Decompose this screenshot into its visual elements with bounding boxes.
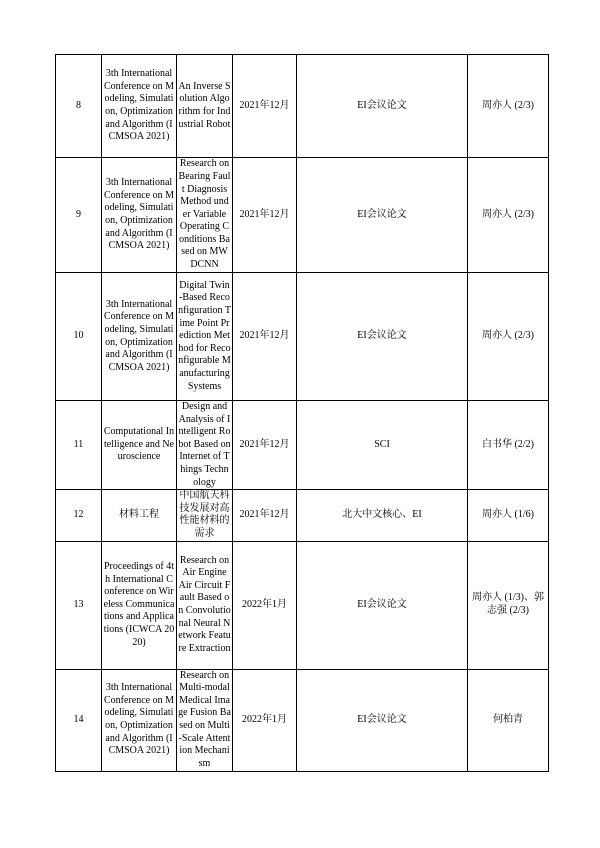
row-number: 10 <box>56 273 102 401</box>
index-type-cell: SCI <box>297 401 468 490</box>
author-cell: 周亦人 (1/3)、郭志强 (2/3) <box>468 541 549 669</box>
author-cell: 周亦人 (1/6) <box>468 490 549 541</box>
author-cell: 周亦人 (2/3) <box>468 273 549 401</box>
table-row <box>56 490 549 541</box>
paper-title-cell: Design and Analysis of Intelligent Robot Based on Internet of Things Technology <box>177 401 233 490</box>
paper-title-cell: Research on Air Engine Air Circuit Fault Based on Convolutional Neural Network Feature Extraction <box>177 541 233 669</box>
publication-table <box>55 54 549 772</box>
date-cell: 2021年12月 <box>233 401 297 490</box>
date-cell: 2021年12月 <box>233 273 297 401</box>
paper-title-cell: Digital Twin-Based Reconfiguration Time Point Prediction Method for Reconfigurable Manufacturing Systems <box>177 273 233 401</box>
venue-cell: 材料工程 <box>102 490 177 541</box>
date-cell: 2021年12月 <box>233 490 297 541</box>
venue-cell: Proceedings of 4th International Conference on Wireless Communications and Applications (ICWCA 2020) <box>102 541 177 669</box>
author-cell: 何柏青 <box>468 669 549 771</box>
venue-cell: 3th International Conference on Modeling, Simulation, Optimization and Algorithm (ICMSOA 2021) <box>102 55 177 158</box>
table-row <box>56 158 549 273</box>
table-row <box>56 541 549 669</box>
venue-cell: 3th International Conference on Modeling, Simulation, Optimization and Algorithm (ICMSOA 2021) <box>102 273 177 401</box>
paper-title-cell: Research on Multi-modal Medical Image Fusion Based on Multi-Scale Attention Mechanism <box>177 669 233 771</box>
row-number: 14 <box>56 669 102 771</box>
row-number: 12 <box>56 490 102 541</box>
venue-cell: 3th International Conference on Modeling, Simulation, Optimization and Algorithm (ICMSOA 2021) <box>102 669 177 771</box>
paper-title-cell: Research on Bearing Fault Diagnosis Method under Variable Operating Conditions Based on MWDCNN <box>177 158 233 273</box>
venue-cell: 3th International Conference on Modeling, Simulation, Optimization and Algorithm (ICMSOA 2021) <box>102 158 177 273</box>
paper-title-cell: An Inverse Solution Algorithm for Industrial Robot <box>177 55 233 158</box>
date-cell: 2022年1月 <box>233 669 297 771</box>
index-type-cell: 北大中文核心、EI <box>297 490 468 541</box>
table-row <box>56 55 549 158</box>
date-cell: 2021年12月 <box>233 158 297 273</box>
author-cell: 周亦人 (2/3) <box>468 55 549 158</box>
index-type-cell: EI会议论文 <box>297 669 468 771</box>
row-number: 9 <box>56 158 102 273</box>
author-cell: 周亦人 (2/3) <box>468 158 549 273</box>
row-number: 11 <box>56 401 102 490</box>
row-number: 13 <box>56 541 102 669</box>
table-row <box>56 273 549 401</box>
index-type-cell: EI会议论文 <box>297 158 468 273</box>
index-type-cell: EI会议论文 <box>297 55 468 158</box>
author-cell: 白书华 (2/2) <box>468 401 549 490</box>
date-cell: 2021年12月 <box>233 55 297 158</box>
index-type-cell: EI会议论文 <box>297 541 468 669</box>
venue-cell: Computational Intelligence and Neuroscience <box>102 401 177 490</box>
row-number: 8 <box>56 55 102 158</box>
table-row <box>56 669 549 771</box>
index-type-cell: EI会议论文 <box>297 273 468 401</box>
table-row <box>56 401 549 490</box>
paper-title-cell: 中国航天科技发展对高性能材料的需求 <box>177 490 233 541</box>
date-cell: 2022年1月 <box>233 541 297 669</box>
